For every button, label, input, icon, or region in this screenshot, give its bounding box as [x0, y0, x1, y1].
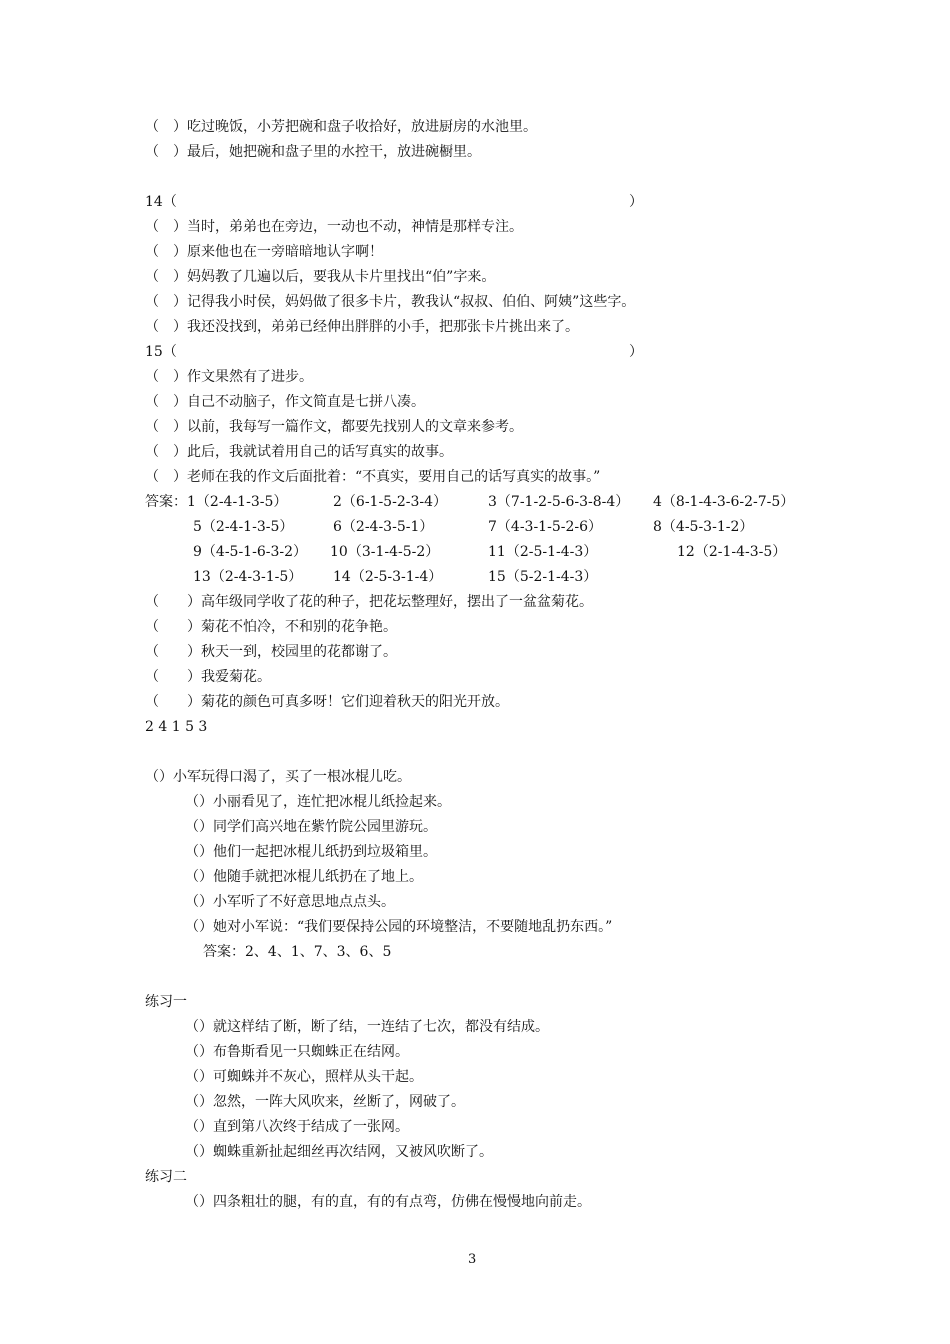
- answer-item: 14（2-5-3-1-4）: [333, 569, 443, 585]
- answer-item: 2（6-1-5-2-3-4）: [333, 494, 448, 510]
- text-line: （ ）我还没找到，弟弟已经伸出胖胖的小手，把那张卡片挑出来了。: [145, 319, 579, 335]
- section-heading: 练习一: [145, 994, 187, 1010]
- text-line: （ ）吃过晚饭，小芳把碗和盘子收拾好，放进厨房的水池里。: [145, 119, 537, 135]
- answer-item: 7（4-3-1-5-2-6）: [488, 519, 603, 535]
- answer-sequence: 2 4 1 5 3: [145, 719, 208, 735]
- question-number: 14（: [145, 194, 177, 210]
- question-number: 15（: [145, 344, 177, 360]
- answer-item: 4（8-1-4-3-6-2-7-5）: [653, 494, 795, 510]
- text-line: （）蜘蛛重新扯起细丝再次结网，又被风吹断了。: [185, 1144, 493, 1160]
- answer-line: 答案：2、4、1、7、3、6、5: [203, 944, 392, 960]
- answer-item: 13（2-4-3-1-5）: [193, 569, 303, 585]
- answer-item: 6（2-4-3-5-1）: [333, 519, 434, 535]
- text-line: （ ）菊花不怕冷，不和别的花争艳。: [145, 619, 397, 635]
- answer-bracket-close: ）: [629, 194, 643, 210]
- text-line: （ ）菊花的颜色可真多呀！它们迎着秋天的阳光开放。: [145, 694, 509, 710]
- text-line: （ ）原来他也在一旁暗暗地认字啊！: [145, 244, 383, 260]
- text-line: （ ）当时，弟弟也在旁边，一动也不动，神情是那样专注。: [145, 219, 523, 235]
- page-number: 3: [468, 1252, 477, 1267]
- text-line: （）布鲁斯看见一只蜘蛛正在结网。: [185, 1044, 409, 1060]
- answer-item: 11（2-5-1-4-3）: [488, 544, 598, 560]
- text-line: （）小军玩得口渴了，买了一根冰棍儿吃。: [145, 769, 411, 785]
- text-line: （ ）作文果然有了进步。: [145, 369, 313, 385]
- answer-item: 12（2-1-4-3-5）: [677, 544, 787, 560]
- answer-item: 3（7-1-2-5-6-3-8-4）: [488, 494, 630, 510]
- answer-item: 5（2-4-1-3-5）: [193, 519, 294, 535]
- text-line: （ ）我爱菊花。: [145, 669, 271, 685]
- answer-item: 15（5-2-1-4-3）: [488, 569, 598, 585]
- answer-item: 答案：1（2-4-1-3-5）: [145, 494, 288, 510]
- text-line: （）他们一起把冰棍儿纸扔到垃圾箱里。: [185, 844, 437, 860]
- text-line: （）她对小军说：“我们要保持公园的环境整洁，不要随地乱扔东西。”: [185, 919, 613, 935]
- text-line: （）就这样结了断，断了结，一连结了七次，都没有结成。: [185, 1019, 549, 1035]
- answer-item: 9（4-5-1-6-3-2）: [193, 544, 308, 560]
- answer-item: 10（3-1-4-5-2）: [330, 544, 440, 560]
- answer-item: 8（4-5-3-1-2）: [653, 519, 754, 535]
- text-line: （ ）此后，我就试着用自己的话写真实的故事。: [145, 444, 453, 460]
- text-line: （）小军听了不好意思地点点头。: [185, 894, 395, 910]
- text-line: （）四条粗壮的腿，有的直，有的有点弯，仿佛在慢慢地向前走。: [185, 1194, 591, 1210]
- section-heading: 练习二: [145, 1169, 187, 1185]
- text-line: （ ）以前，我每写一篇作文，都要先找别人的文章来参考。: [145, 419, 523, 435]
- text-line: （ ）高年级同学收了花的种子，把花坛整理好，摆出了一盆盆菊花。: [145, 594, 593, 610]
- text-line: （ ）最后，她把碗和盘子里的水控干，放进碗橱里。: [145, 144, 481, 160]
- text-line: （）同学们高兴地在紫竹院公园里游玩。: [185, 819, 437, 835]
- text-line: （ ）秋天一到，校园里的花都谢了。: [145, 644, 397, 660]
- text-line: （ ）记得我小时侯，妈妈做了很多卡片，教我认“叔叔、伯伯、阿姨”这些字。: [145, 294, 636, 310]
- text-line: （）可蜘蛛并不灰心，照样从头干起。: [185, 1069, 423, 1085]
- text-line: （）他随手就把冰棍儿纸扔在了地上。: [185, 869, 423, 885]
- text-line: （ ）老师在我的作文后面批着：“不真实，要用自己的话写真实的故事。”: [145, 469, 601, 485]
- text-line: （ ）妈妈教了几遍以后，要我从卡片里找出“伯”字来。: [145, 269, 496, 285]
- text-line: （ ）自己不动脑子，作文简直是七拼八凑。: [145, 394, 425, 410]
- text-line: （）直到第八次终于结成了一张网。: [185, 1119, 409, 1135]
- text-line: （）忽然，一阵大风吹来，丝断了，网破了。: [185, 1094, 465, 1110]
- answer-bracket-close: ）: [629, 344, 643, 360]
- text-line: （）小丽看见了，连忙把冰棍儿纸捡起来。: [185, 794, 451, 810]
